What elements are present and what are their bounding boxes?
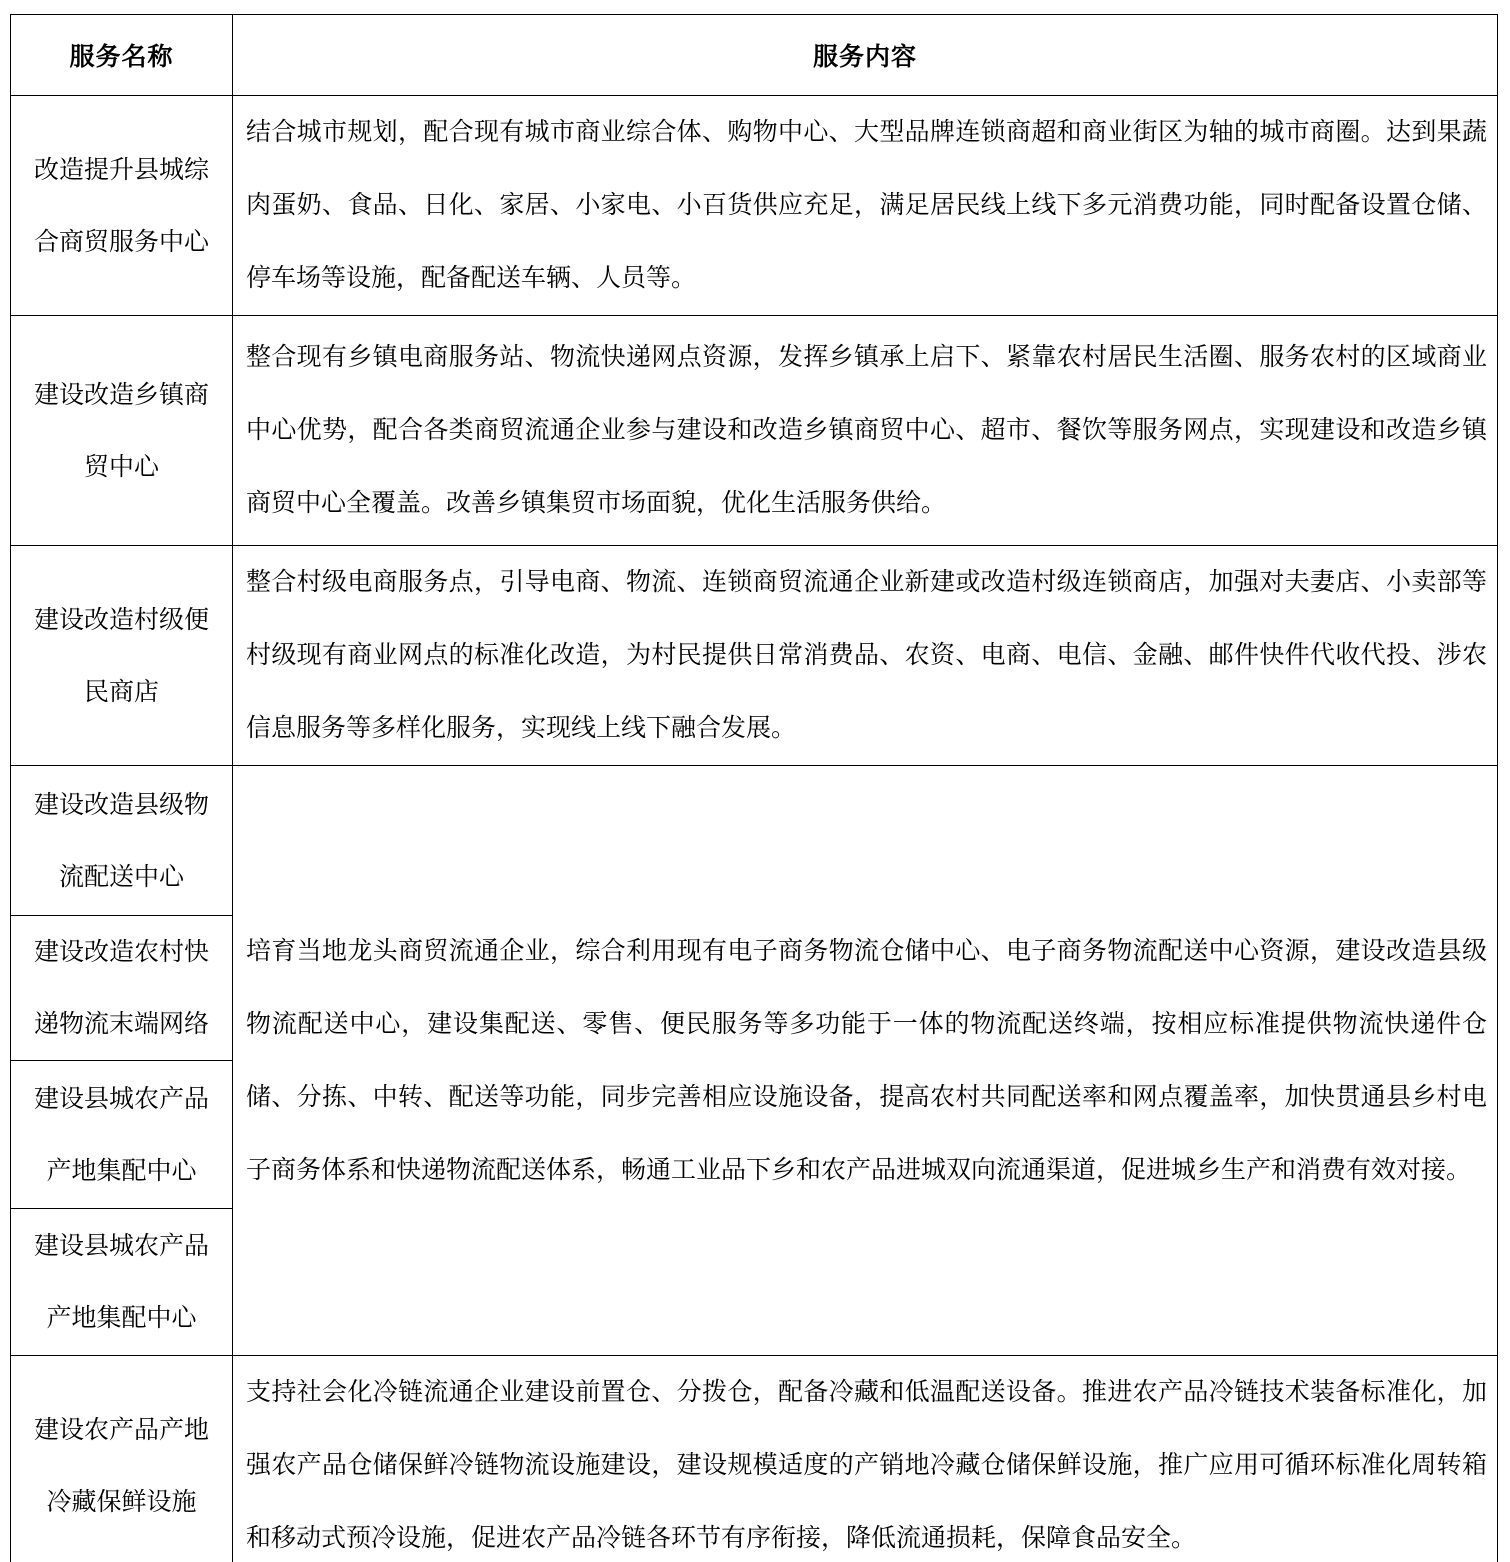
table-row [11,316,1498,546]
service-name-cell: 建设改造村级便民商店 [11,546,233,766]
service-content-cell: 整合村级电商服务点，引导电商、物流、连锁商贸流通企业新建或改造村级连锁商店，加强对夫妻店、小卖部等村级现有商业网点的标准化改造，为村民提供日常消费品、农资、电商、电信、金融、邮件快件代收代投、涉农信息服务等多样化服务，实现线上线下融合发展。 [233,546,1498,766]
service-content-cell: 结合城市规划，配合现有城市商业综合体、购物中心、大型品牌连锁商超和商业街区为轴的城市商圈。达到果蔬肉蛋奶、食品、日化、家居、小家电、小百货供应充足，满足居民线上线下多元消费功能，同时配备设置仓储、停车场等设施，配备配送车辆、人员等。 [233,96,1498,316]
service-content-cell: 整合现有乡镇电商服务站、物流快递网点资源，发挥乡镇承上启下、紧靠农村居民生活圈、服务农村的区域商业中心优势，配合各类商贸流通企业参与建设和改造乡镇商贸中心、超市、餐饮等服务网点，实现建设和改造乡镇商贸中心全覆盖。改善乡镇集贸市场面貌，优化生活服务供给。 [233,316,1498,546]
service-name-cell: 建设改造县级物流配送中心 [11,766,233,916]
service-content-cell: 支持社会化冷链流通企业建设前置仓、分拨仓，配备冷藏和低温配送设备。推进农产品冷链技术装备标准化，加强农产品仓储保鲜冷链物流设施建设，建设规模适度的产销地冷藏仓储保鲜设施，推广应用可循环标准化周转箱和移动式预冷设施，促进农产品冷链各环节有序衔接，降低流通损耗，保障食品安全。 [233,1356,1498,1562]
table-row [11,1356,1498,1562]
table-row [11,766,1498,916]
table-row [11,96,1498,316]
header-row [11,15,1498,96]
service-name-cell: 建设县城农产品产地集配中心 [11,1061,233,1209]
table-row [11,546,1498,766]
column-header-service-content: 服务内容 [233,15,1498,96]
service-name-cell: 建设改造乡镇商贸中心 [11,316,233,546]
services-table [10,14,1498,1562]
service-name-cell: 建设县城农产品产地集配中心 [11,1209,233,1356]
service-name-cell: 建设农产品产地冷藏保鲜设施 [11,1356,233,1562]
column-header-service-name: 服务名称 [11,15,233,96]
service-name-cell: 改造提升县城综合商贸服务中心 [11,96,233,316]
service-name-cell: 建设改造农村快递物流末端网络 [11,916,233,1061]
service-content-cell-merged: 培育当地龙头商贸流通企业，综合利用现有电子商务物流仓储中心、电子商务物流配送中心资源，建设改造县级物流配送中心，建设集配送、零售、便民服务等多功能于一体的物流配送终端，按相应标准提供物流快递件仓储、分拣、中转、配送等功能，同步完善相应设施设备，提高农村共同配送率和网点覆盖率，加快贯通县乡村电子商务体系和快递物流配送体系，畅通工业品下乡和农产品进城双向流通渠道，促进城乡生产和消费有效对接。 [233,766,1498,1356]
